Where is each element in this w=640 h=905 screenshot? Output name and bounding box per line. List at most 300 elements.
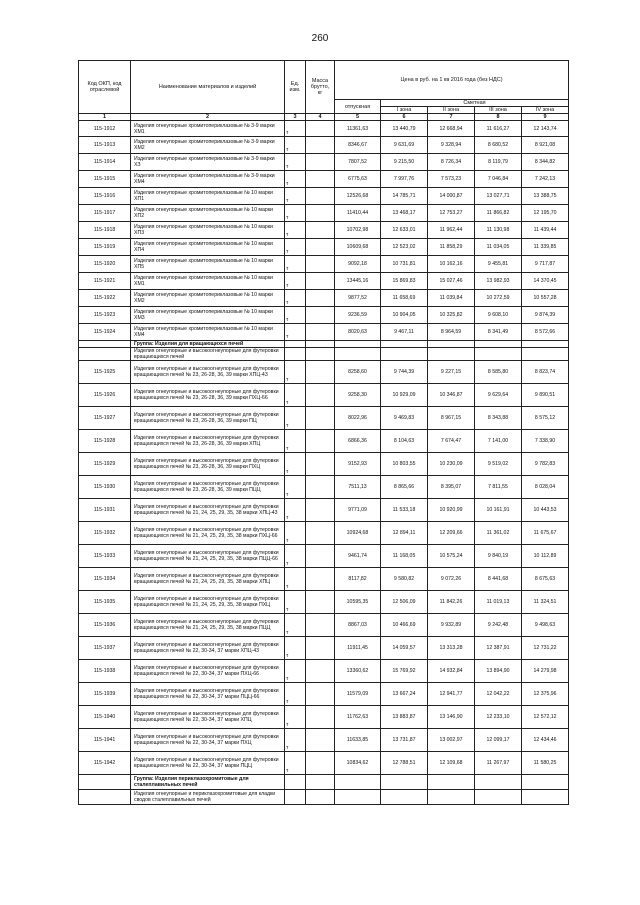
cell-zone-2: 13 146,90 xyxy=(428,706,475,729)
cell-code: 115-1921 xyxy=(79,273,131,290)
cell-code: 115-1926 xyxy=(79,384,131,407)
cell-zone-4: 11 324,51 xyxy=(522,591,569,614)
cell-name: Изделия огнеупорные хромитопериклазовые № 10 марки ХМ1 xyxy=(131,273,285,290)
cell-code: 115-1934 xyxy=(79,568,131,591)
cell-zone-3: 11 034,05 xyxy=(475,239,522,256)
cell-zone-3: 11 361,02 xyxy=(475,522,522,545)
cell-zone-1: 9 469,83 xyxy=(381,407,428,430)
cell-empty xyxy=(381,348,428,361)
cell-zone-3: 11 130,98 xyxy=(475,222,522,239)
cell-zone-1: 14 059,57 xyxy=(381,637,428,660)
cell-mass xyxy=(306,324,335,341)
cell-zone-3: 11 019,13 xyxy=(475,591,522,614)
table-row xyxy=(79,384,569,407)
cell-code: 115-1936 xyxy=(79,614,131,637)
cell-mass xyxy=(306,729,335,752)
cell-zone-3: 9 455,81 xyxy=(475,256,522,273)
cell-zone-2: 12 753,27 xyxy=(428,205,475,222)
table-row xyxy=(79,137,569,154)
table-row xyxy=(79,522,569,545)
cell-code: 115-1913 xyxy=(79,137,131,154)
cell-mass xyxy=(306,256,335,273)
cell-zone-3: 10 272,59 xyxy=(475,290,522,307)
table-row xyxy=(79,188,569,205)
cell-release-price: 8258,60 xyxy=(335,361,381,384)
cell-zone-1: 9 467,11 xyxy=(381,324,428,341)
cell-release-price: 9771,09 xyxy=(335,499,381,522)
cell-zone-1: 9 580,82 xyxy=(381,568,428,591)
subheading-text: Изделия огнеупорные и высокоогнеупорные для футеровки вращающихся печей xyxy=(131,348,285,361)
cell-release-price: 9461,74 xyxy=(335,545,381,568)
header-zone-1: I зона xyxy=(381,107,428,114)
cell-zone-4: 8 028,04 xyxy=(522,476,569,499)
cell-code: 115-1919 xyxy=(79,239,131,256)
cell-zone-2: 10 920,99 xyxy=(428,499,475,522)
cell-zone-1: 11 533,18 xyxy=(381,499,428,522)
cell-code: 115-1920 xyxy=(79,256,131,273)
column-index: 5 xyxy=(335,114,381,121)
cell-unit: т xyxy=(285,407,306,430)
cell-code: 115-1915 xyxy=(79,171,131,188)
subheading-text: Изделия огнеупорные и периклазохромитовые для кладки сводов сталеплавильных печей xyxy=(131,790,285,805)
cell-name: Изделия огнеупорные и высокоогнеупорные для футеровки вращающихся печей № 22, 30-34, 37 марки ПХЦ xyxy=(131,729,285,752)
cell-zone-3: 13 894,90 xyxy=(475,660,522,683)
cell-unit: т xyxy=(285,499,306,522)
cell-release-price: 6866,36 xyxy=(335,430,381,453)
cell-zone-4: 8 575,12 xyxy=(522,407,569,430)
cell-unit: т xyxy=(285,121,306,137)
cell-zone-2: 12 209,66 xyxy=(428,522,475,545)
subheading-row xyxy=(79,348,569,361)
cell-name: Изделия огнеупорные хромитопериклазовые № 10 марки ХП3 xyxy=(131,222,285,239)
cell-zone-4: 9 782,83 xyxy=(522,453,569,476)
cell-code: 115-1931 xyxy=(79,499,131,522)
cell-mass xyxy=(306,637,335,660)
cell-empty xyxy=(428,790,475,805)
cell-unit: т xyxy=(285,324,306,341)
cell-empty xyxy=(306,775,335,790)
cell-zone-3: 10 161,91 xyxy=(475,499,522,522)
table-row xyxy=(79,407,569,430)
cell-zone-4: 9 717,87 xyxy=(522,256,569,273)
table-row xyxy=(79,121,569,137)
header-mass: Масса брутто, кг xyxy=(306,61,335,114)
cell-mass xyxy=(306,407,335,430)
cell-zone-4: 12 572,12 xyxy=(522,706,569,729)
cell-code xyxy=(79,790,131,805)
cell-zone-2: 10 346,87 xyxy=(428,384,475,407)
cell-empty xyxy=(335,341,381,348)
cell-name: Изделия огнеупорные хромитопериклазовые № 10 марки ХП4 xyxy=(131,239,285,256)
group-row xyxy=(79,341,569,348)
table-row xyxy=(79,361,569,384)
cell-code xyxy=(79,775,131,790)
cell-name: Изделия огнеупорные и высокоогнеупорные для футеровки вращающихся печей № 21, 24, 25, 29, 35, 38 марки ХПЦ-43 xyxy=(131,499,285,522)
cell-mass xyxy=(306,290,335,307)
cell-unit: т xyxy=(285,222,306,239)
cell-mass xyxy=(306,499,335,522)
cell-zone-3: 9 519,02 xyxy=(475,453,522,476)
header-unit: Ед. изм. xyxy=(285,61,306,114)
cell-empty xyxy=(428,341,475,348)
cell-name: Изделия огнеупорные и высокоогнеупорные для футеровки вращающихся печей № 23, 26-28, 36, 39 марки ПХЦ xyxy=(131,453,285,476)
cell-empty xyxy=(522,790,569,805)
table-row xyxy=(79,171,569,188)
cell-mass xyxy=(306,188,335,205)
cell-release-price: 6775,63 xyxy=(335,171,381,188)
table-row xyxy=(79,222,569,239)
cell-release-price: 11911,45 xyxy=(335,637,381,660)
cell-release-price: 8117,82 xyxy=(335,568,381,591)
cell-zone-2: 12 109,68 xyxy=(428,752,475,775)
cell-unit: т xyxy=(285,273,306,290)
cell-zone-2: 7 674,47 xyxy=(428,430,475,453)
cell-release-price: 7511,13 xyxy=(335,476,381,499)
cell-mass xyxy=(306,137,335,154)
table-row xyxy=(79,430,569,453)
cell-zone-4: 11 439,44 xyxy=(522,222,569,239)
cell-zone-2: 13 313,28 xyxy=(428,637,475,660)
cell-unit: т xyxy=(285,476,306,499)
cell-zone-4: 8 344,82 xyxy=(522,154,569,171)
cell-zone-1: 13 731,87 xyxy=(381,729,428,752)
cell-empty xyxy=(475,348,522,361)
cell-zone-3: 11 616,27 xyxy=(475,121,522,137)
cell-unit: т xyxy=(285,706,306,729)
cell-zone-4: 8 572,66 xyxy=(522,324,569,341)
cell-zone-2: 10 162,16 xyxy=(428,256,475,273)
cell-zone-1: 13 667,24 xyxy=(381,683,428,706)
cell-zone-2: 11 962,44 xyxy=(428,222,475,239)
cell-name: Изделия огнеупорные хромитопериклазовые № 3-9 марки ХМ2 xyxy=(131,137,285,154)
cell-empty xyxy=(475,790,522,805)
cell-code: 115-1935 xyxy=(79,591,131,614)
cell-zone-3: 12 042,22 xyxy=(475,683,522,706)
cell-release-price: 9877,52 xyxy=(335,290,381,307)
cell-unit: т xyxy=(285,637,306,660)
cell-zone-1: 15 869,83 xyxy=(381,273,428,290)
header-code: Код ОКП, код отраслевой xyxy=(79,61,131,114)
table-row xyxy=(79,752,569,775)
cell-zone-4: 7 242,13 xyxy=(522,171,569,188)
table-header xyxy=(79,61,569,121)
cell-code: 115-1930 xyxy=(79,476,131,499)
cell-code: 115-1937 xyxy=(79,637,131,660)
cell-unit: т xyxy=(285,239,306,256)
cell-zone-3: 8 119,79 xyxy=(475,154,522,171)
column-index: 4 xyxy=(306,114,335,121)
cell-zone-1: 13 883,87 xyxy=(381,706,428,729)
cell-unit: т xyxy=(285,188,306,205)
cell-mass xyxy=(306,361,335,384)
header-estimate: Сметная xyxy=(381,100,569,107)
cell-unit: т xyxy=(285,453,306,476)
cell-name: Изделия огнеупорные и высокоогнеупорные для футеровки вращающихся печей № 21, 24, 25, 29, 35, 38 марки ПЦЦ xyxy=(131,614,285,637)
column-index: 3 xyxy=(285,114,306,121)
cell-release-price: 7807,52 xyxy=(335,154,381,171)
cell-release-price: 9152,93 xyxy=(335,453,381,476)
group-title: Группа: Изделия для вращающихся печей xyxy=(131,341,285,348)
cell-unit: т xyxy=(285,522,306,545)
cell-zone-2: 13 002,97 xyxy=(428,729,475,752)
cell-mass xyxy=(306,522,335,545)
cell-name: Изделия огнеупорные и высокоогнеупорные для футеровки вращающихся печей № 22, 30-34, 37 марки ХПЦ xyxy=(131,706,285,729)
cell-name: Изделия огнеупорные хромитопериклазовые № 10 марки ХП2 xyxy=(131,205,285,222)
cell-code: 115-1927 xyxy=(79,407,131,430)
cell-zone-1: 12 633,01 xyxy=(381,222,428,239)
cell-zone-1: 10 731,81 xyxy=(381,256,428,273)
column-index: 1 xyxy=(79,114,131,121)
cell-empty xyxy=(306,341,335,348)
cell-zone-4: 9 890,51 xyxy=(522,384,569,407)
cell-zone-1: 9 631,69 xyxy=(381,137,428,154)
cell-mass xyxy=(306,121,335,137)
cell-zone-1: 12 788,51 xyxy=(381,752,428,775)
cell-zone-3: 9 242,48 xyxy=(475,614,522,637)
cell-zone-1: 13 440,79 xyxy=(381,121,428,137)
price-table xyxy=(78,60,569,805)
cell-mass xyxy=(306,752,335,775)
cell-name: Изделия огнеупорные и высокоогнеупорные для футеровки вращающихся печей № 21, 24, 25, 29, 35, 38 марки ПЦЦ-66 xyxy=(131,545,285,568)
cell-name: Изделия огнеупорные и высокоогнеупорные для футеровки вращающихся печей № 21, 24, 25, 29, 35, 38 марки ПХЦ xyxy=(131,591,285,614)
cell-code: 115-1912 xyxy=(79,121,131,137)
cell-zone-3: 13 982,93 xyxy=(475,273,522,290)
cell-zone-3: 12 387,91 xyxy=(475,637,522,660)
header-zone-4: IV зона xyxy=(522,107,569,114)
table-row xyxy=(79,256,569,273)
cell-zone-4: 11 339,85 xyxy=(522,239,569,256)
cell-code: 115-1938 xyxy=(79,660,131,683)
cell-empty xyxy=(428,775,475,790)
table-row xyxy=(79,307,569,324)
cell-name: Изделия огнеупорные и высокоогнеупорные для футеровки вращающихся печей № 23, 26-28, 36, 39 марки ПЦ xyxy=(131,407,285,430)
cell-zone-1: 9 744,39 xyxy=(381,361,428,384)
cell-code xyxy=(79,348,131,361)
cell-zone-4: 9 874,39 xyxy=(522,307,569,324)
cell-release-price: 8346,67 xyxy=(335,137,381,154)
column-index: 6 xyxy=(381,114,428,121)
table-row xyxy=(79,154,569,171)
table-row xyxy=(79,545,569,568)
cell-empty xyxy=(475,341,522,348)
column-index: 2 xyxy=(131,114,285,121)
cell-zone-3: 13 027,71 xyxy=(475,188,522,205)
cell-zone-4: 10 443,53 xyxy=(522,499,569,522)
cell-zone-3: 7 141,00 xyxy=(475,430,522,453)
cell-empty xyxy=(285,348,306,361)
cell-zone-2: 12 941,77 xyxy=(428,683,475,706)
cell-unit: т xyxy=(285,752,306,775)
cell-zone-2: 8 967,15 xyxy=(428,407,475,430)
cell-unit: т xyxy=(285,683,306,706)
cell-zone-2: 14 932,84 xyxy=(428,660,475,683)
cell-zone-4: 9 498,63 xyxy=(522,614,569,637)
table-row xyxy=(79,614,569,637)
table-row xyxy=(79,205,569,222)
cell-empty xyxy=(306,348,335,361)
cell-release-price: 11410,44 xyxy=(335,205,381,222)
cell-code: 115-1928 xyxy=(79,430,131,453)
cell-zone-4: 12 731,22 xyxy=(522,637,569,660)
cell-zone-3: 8 680,52 xyxy=(475,137,522,154)
table-row xyxy=(79,660,569,683)
cell-release-price: 11762,63 xyxy=(335,706,381,729)
cell-release-price: 10702,98 xyxy=(335,222,381,239)
cell-release-price: 8020,63 xyxy=(335,324,381,341)
cell-unit: т xyxy=(285,307,306,324)
cell-zone-2: 9 072,26 xyxy=(428,568,475,591)
cell-empty xyxy=(285,341,306,348)
table-row xyxy=(79,683,569,706)
cell-code: 115-1929 xyxy=(79,453,131,476)
cell-zone-4: 8 823,74 xyxy=(522,361,569,384)
cell-empty xyxy=(285,775,306,790)
cell-mass xyxy=(306,430,335,453)
cell-zone-2: 9 328,94 xyxy=(428,137,475,154)
cell-zone-1: 11 168,05 xyxy=(381,545,428,568)
cell-empty xyxy=(381,775,428,790)
cell-zone-1: 10 803,55 xyxy=(381,453,428,476)
cell-empty xyxy=(306,790,335,805)
table-row xyxy=(79,729,569,752)
cell-zone-4: 13 388,75 xyxy=(522,188,569,205)
cell-release-price: 9258,30 xyxy=(335,384,381,407)
cell-zone-3: 11 866,82 xyxy=(475,205,522,222)
cell-unit: т xyxy=(285,154,306,171)
cell-name: Изделия огнеупорные хромитопериклазовые № 10 марки ХП5 xyxy=(131,256,285,273)
cell-mass xyxy=(306,660,335,683)
cell-zone-2: 9 932,89 xyxy=(428,614,475,637)
cell-name: Изделия огнеупорные и высокоогнеупорные для футеровки вращающихся печей № 22, 30-34, 37 марки ПХЦ-66 xyxy=(131,660,285,683)
group-row xyxy=(79,775,569,790)
cell-mass xyxy=(306,171,335,188)
cell-zone-4: 12 434,46 xyxy=(522,729,569,752)
table-row xyxy=(79,591,569,614)
cell-name: Изделия огнеупорные и высокоогнеупорные для футеровки вращающихся печей № 21, 24, 25, 29, 35, 38 марки ПХЦ-66 xyxy=(131,522,285,545)
cell-code: 115-1916 xyxy=(79,188,131,205)
cell-zone-4: 8 675,63 xyxy=(522,568,569,591)
table-row xyxy=(79,476,569,499)
cell-name: Изделия огнеупорные и высокоогнеупорные для футеровки вращающихся печей № 23, 26-28, 36, 39 марки ПЦЦ xyxy=(131,476,285,499)
cell-release-price: 10924,68 xyxy=(335,522,381,545)
table-row xyxy=(79,273,569,290)
cell-release-price: 10609,68 xyxy=(335,239,381,256)
cell-release-price: 13360,62 xyxy=(335,660,381,683)
cell-name: Изделия огнеупорные хромитопериклазовые № 10 марки ХМ4 xyxy=(131,324,285,341)
header-name: Наименование материалов и изделий xyxy=(131,61,285,114)
cell-zone-2: 10 325,82 xyxy=(428,307,475,324)
cell-name: Изделия огнеупорные хромитопериклазовые № 10 марки ХМ3 xyxy=(131,307,285,324)
table-row xyxy=(79,324,569,341)
cell-zone-4: 8 921,08 xyxy=(522,137,569,154)
cell-zone-1: 8 104,63 xyxy=(381,430,428,453)
cell-zone-4: 12 143,74 xyxy=(522,121,569,137)
cell-zone-4: 12 195,70 xyxy=(522,205,569,222)
cell-zone-2: 9 227,15 xyxy=(428,361,475,384)
group-title: Группа: Изделия периклазохромитовые для сталеплавильных печей xyxy=(131,775,285,790)
cell-zone-1: 8 865,66 xyxy=(381,476,428,499)
cell-zone-2: 8 964,59 xyxy=(428,324,475,341)
cell-code: 115-1941 xyxy=(79,729,131,752)
cell-code: 115-1923 xyxy=(79,307,131,324)
page-number: 260 xyxy=(311,33,329,44)
cell-name: Изделия огнеупорные хромитопериклазовые № 10 марки ХП1 xyxy=(131,188,285,205)
cell-unit: т xyxy=(285,545,306,568)
cell-release-price: 8022,96 xyxy=(335,407,381,430)
cell-code xyxy=(79,341,131,348)
cell-empty xyxy=(335,775,381,790)
table-row xyxy=(79,239,569,256)
cell-code: 115-1914 xyxy=(79,154,131,171)
cell-zone-3: 9 608,10 xyxy=(475,307,522,324)
cell-mass xyxy=(306,545,335,568)
cell-release-price: 9236,59 xyxy=(335,307,381,324)
cell-zone-2: 11 039,84 xyxy=(428,290,475,307)
cell-mass xyxy=(306,222,335,239)
cell-zone-3: 8 585,80 xyxy=(475,361,522,384)
cell-zone-3: 12 099,17 xyxy=(475,729,522,752)
cell-mass xyxy=(306,591,335,614)
cell-mass xyxy=(306,706,335,729)
cell-zone-1: 9 215,50 xyxy=(381,154,428,171)
column-index: 7 xyxy=(428,114,475,121)
cell-zone-4: 10 557,28 xyxy=(522,290,569,307)
cell-zone-4: 12 375,96 xyxy=(522,683,569,706)
cell-zone-1: 12 523,02 xyxy=(381,239,428,256)
cell-release-price: 8867,03 xyxy=(335,614,381,637)
cell-code: 115-1918 xyxy=(79,222,131,239)
cell-zone-1: 13 468,17 xyxy=(381,205,428,222)
table-row xyxy=(79,637,569,660)
cell-release-price: 10834,62 xyxy=(335,752,381,775)
cell-unit: т xyxy=(285,290,306,307)
cell-zone-1: 11 658,69 xyxy=(381,290,428,307)
cell-zone-3: 8 343,88 xyxy=(475,407,522,430)
cell-zone-1: 14 785,71 xyxy=(381,188,428,205)
cell-name: Изделия огнеупорные и высокоогнеупорные для футеровки вращающихся печей № 22, 30-34, 37 марки ХПЦ-43 xyxy=(131,637,285,660)
cell-unit: т xyxy=(285,256,306,273)
cell-unit: т xyxy=(285,729,306,752)
cell-zone-2: 8 395,07 xyxy=(428,476,475,499)
header-release: отпускная xyxy=(335,100,381,114)
header-zone-2: II зона xyxy=(428,107,475,114)
table-row xyxy=(79,706,569,729)
cell-empty xyxy=(335,790,381,805)
cell-zone-4: 14 279,98 xyxy=(522,660,569,683)
cell-release-price: 9092,18 xyxy=(335,256,381,273)
cell-zone-4: 11 675,67 xyxy=(522,522,569,545)
cell-zone-2: 14 000,87 xyxy=(428,188,475,205)
subheading-row xyxy=(79,790,569,805)
cell-mass xyxy=(306,683,335,706)
cell-name: Изделия огнеупорные хромитопериклазовые № 3-9 марки ХЗ xyxy=(131,154,285,171)
cell-empty xyxy=(335,348,381,361)
cell-unit: т xyxy=(285,205,306,222)
cell-code: 115-1932 xyxy=(79,522,131,545)
cell-mass xyxy=(306,239,335,256)
cell-zone-1: 12 506,09 xyxy=(381,591,428,614)
cell-unit: т xyxy=(285,384,306,407)
table-row xyxy=(79,568,569,591)
cell-name: Изделия огнеупорные и высокоогнеупорные для футеровки вращающихся печей № 23, 26-28, 36, 39 марки ХПЦ-43 xyxy=(131,361,285,384)
cell-mass xyxy=(306,307,335,324)
cell-zone-4: 7 338,90 xyxy=(522,430,569,453)
cell-mass xyxy=(306,614,335,637)
header-zone-3: III зона xyxy=(475,107,522,114)
cell-zone-2: 15 027,46 xyxy=(428,273,475,290)
header-price: Цена в руб. на 1 кв 2016 года (без НДС) xyxy=(335,61,569,100)
cell-zone-1: 15 769,92 xyxy=(381,660,428,683)
